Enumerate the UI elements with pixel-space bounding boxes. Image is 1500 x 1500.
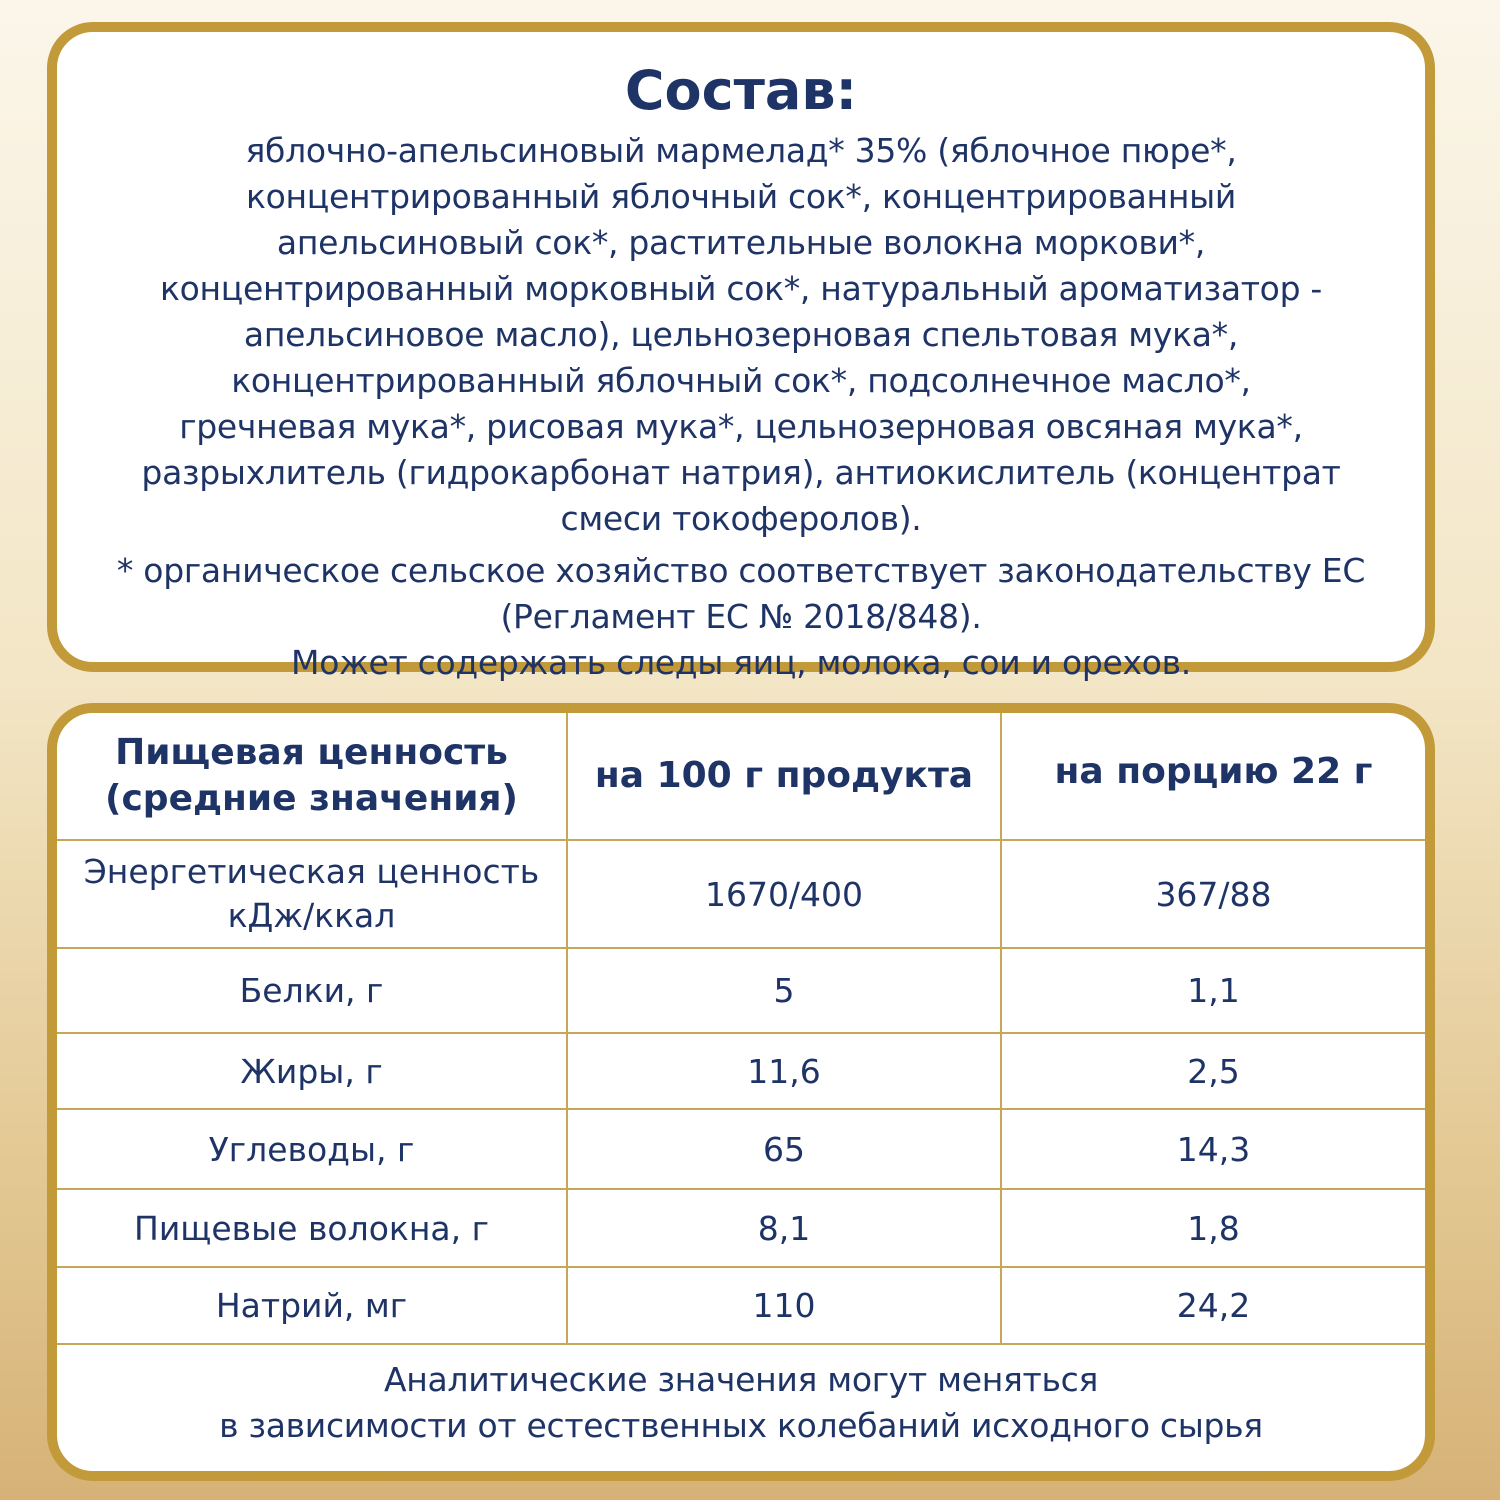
header-per-100g: на 100 г продукта — [567, 713, 1001, 840]
table-row — [57, 1033, 1425, 1109]
composition-footnote — [97, 548, 1385, 686]
row-per-portion: 2,5 — [1001, 1033, 1425, 1109]
composition-line: концентрированный яблочный сок*, концентрированный — [245, 177, 1237, 216]
row-per-portion: 1,8 — [1001, 1189, 1425, 1267]
row-per-100g: 110 — [567, 1267, 1001, 1344]
row-per-portion: 24,2 — [1001, 1267, 1425, 1344]
row-label: Жиры, г — [57, 1033, 567, 1109]
footnote-line: (Регламент ЕС № 2018/848). — [500, 597, 982, 636]
row-per-100g: 65 — [567, 1109, 1001, 1189]
header-label-line: (средние значения) — [105, 778, 518, 819]
row-label: Углеводы, г — [57, 1109, 567, 1189]
row-per-portion: 367/88 — [1001, 840, 1425, 948]
row-label-line: Энергетическая ценность — [83, 852, 540, 891]
table-row — [57, 1267, 1425, 1344]
row-label-line: кДж/ккал — [227, 896, 396, 935]
composition-line: апельсиновый сок*, растительные волокна моркови*, — [276, 223, 1206, 262]
footnote-line: * органическое сельское хозяйство соответствует законодательству ЕС — [116, 551, 1366, 590]
table-row — [57, 840, 1425, 948]
nutrition-panel — [47, 703, 1435, 1481]
row-per-100g: 11,6 — [567, 1033, 1001, 1109]
composition-title: Состав: — [624, 59, 858, 122]
header-per-portion: на порцию 22 г — [1001, 713, 1425, 840]
analytic-note — [57, 1345, 1425, 1449]
header-label-line: Пищевая ценность — [115, 732, 508, 773]
composition-line: смеси токоферолов). — [560, 499, 922, 538]
table-row — [57, 1109, 1425, 1189]
composition-panel — [47, 22, 1435, 682]
row-per-100g: 8,1 — [567, 1189, 1001, 1267]
table-row — [57, 948, 1425, 1033]
row-per-portion: 14,3 — [1001, 1109, 1425, 1189]
row-per-100g: 1670/400 — [567, 840, 1001, 948]
composition-line: концентрированный морковный сок*, натуральный ароматизатор - — [159, 269, 1323, 308]
composition-line: концентрированный яблочный сок*, подсолнечное масло*, — [231, 361, 1251, 400]
header-nutrition-value — [57, 713, 567, 840]
row-label: Пищевые волокна, г — [57, 1189, 567, 1267]
row-per-100g: 5 — [567, 948, 1001, 1033]
table-row — [57, 1189, 1425, 1267]
composition-line: апельсиновое масло), цельнозерновая спельтовая мука*, — [243, 315, 1239, 354]
note-line: в зависимости от естественных колебаний исходного сырья — [219, 1406, 1263, 1445]
composition-line: яблочно-апельсиновый мармелад* 35% (яблочное пюре*, — [245, 131, 1237, 170]
footnote-line: Может содержать следы яиц, молока, сои и орехов. — [291, 643, 1191, 682]
row-label — [57, 840, 567, 948]
composition-text — [117, 128, 1365, 542]
composition-line: гречневая мука*, рисовая мука*, цельнозерновая овсяная мука*, — [179, 407, 1303, 446]
row-label: Белки, г — [57, 948, 567, 1033]
table-header-row — [57, 713, 1425, 840]
nutrition-table — [57, 713, 1425, 1345]
row-per-portion: 1,1 — [1001, 948, 1425, 1033]
row-label: Натрий, мг — [57, 1267, 567, 1344]
composition-line: разрыхлитель (гидрокарбонат натрия), антиокислитель (концентрат — [141, 453, 1341, 492]
note-line: Аналитические значения могут меняться — [383, 1360, 1099, 1399]
